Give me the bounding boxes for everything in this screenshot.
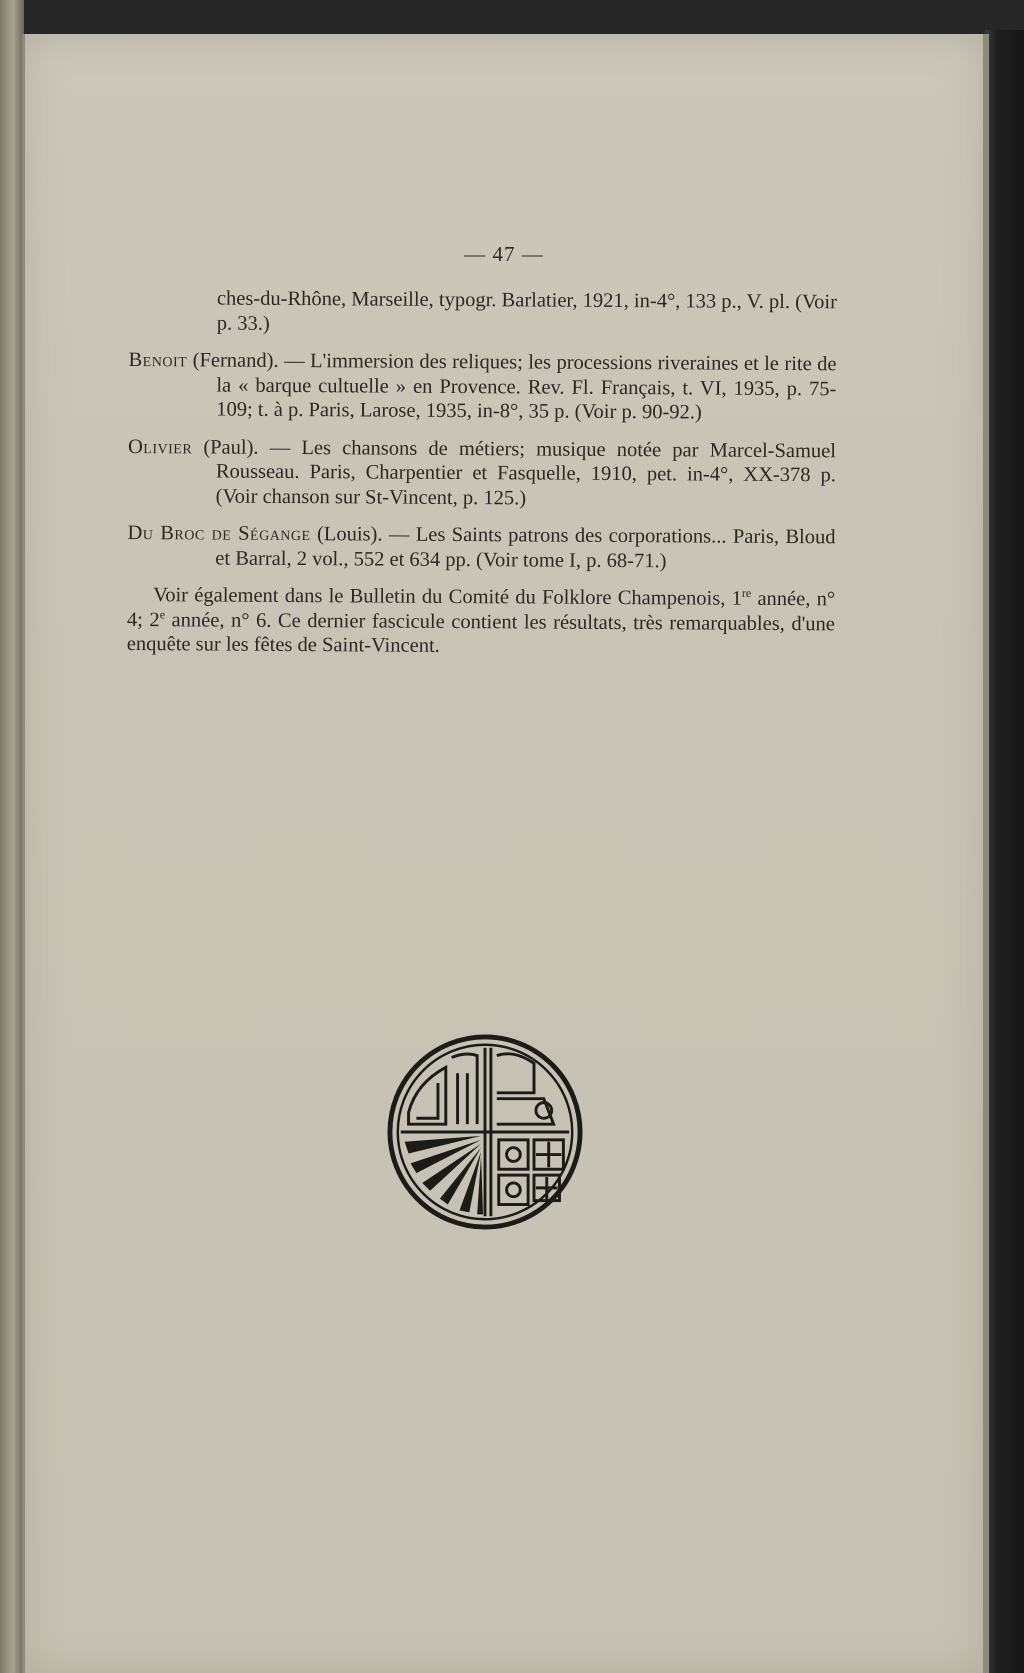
note-sup-1: re	[741, 585, 752, 600]
entry-text: ches-du-Rhône, Marseille, typogr. Barlatier, 1921, in-4°, 133 p., V. pl. (Voir p. 33.)	[216, 287, 837, 335]
page-sheet	[22, 34, 989, 1673]
entry-benoit	[128, 348, 836, 426]
circular-printer-mark-icon	[387, 1034, 583, 1230]
entry-author: Du Broc de Ségange	[127, 521, 311, 546]
entry-olivier	[128, 434, 836, 512]
entry-text: (Louis). — Les Saints patrons des corporations... Paris, Bloud et Barral, 2 vol., 552 et 634 pp. (Voir tome I, p. 68-71.)	[215, 523, 836, 572]
note-text-3: année, n° 6. Ce dernier fascicule contient les résultats, très remarquables, d'une enquête sur les fêtes de Saint-Vincent.	[126, 608, 836, 657]
closing-note	[127, 583, 835, 661]
note-text-1: Voir également dans le Bulletin du Comité du Folklore Champenois, 1	[153, 584, 742, 610]
entry-text: (Paul). — Les chansons de métiers; musique notée par Marcel-Samuel Rousseau. Paris, Charpentier et Fasquelle, 1910, pet. in-4°, XX-378 p. (Voir chanson sur St-Vincent, p. 125.)	[203, 435, 837, 509]
note-text-2: année, n° 4; 2	[126, 587, 836, 631]
entry-text: (Fernand). — L'immersion des reliques; les processions riveraines et le rite de la « barque cultuelle » en Provence. Rev. Fl. Français, t. VI, 1935, p. 75-109; t. à p. Paris, Larose, 1935, in-8°, 35 p. (Voir p. 90-92.)	[192, 349, 837, 424]
book-edge	[985, 30, 1024, 1673]
note-sup-2: e	[159, 606, 166, 621]
page-number: — 47 —	[464, 242, 544, 266]
bibliography	[127, 286, 837, 681]
entry-author: Benoit	[128, 348, 188, 372]
entry-continuation	[129, 286, 837, 339]
entry-du-broc	[127, 521, 835, 574]
facing-page-edge	[0, 0, 24, 1673]
entry-author: Olivier	[127, 435, 193, 458]
